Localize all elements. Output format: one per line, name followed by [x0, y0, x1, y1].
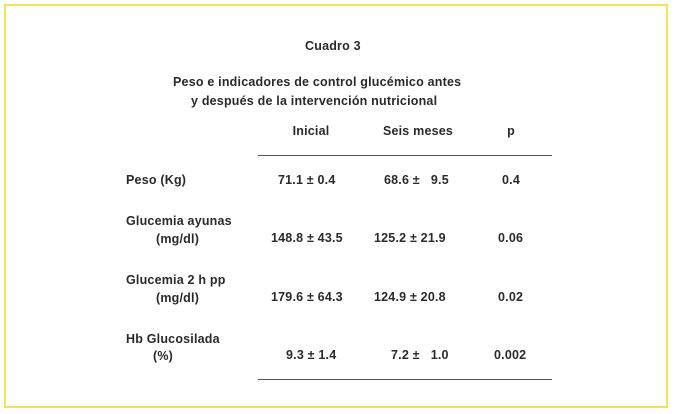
row-unit: (mg/dl): [156, 291, 200, 305]
cell-p: 0.02: [498, 290, 524, 304]
table-title-line1: Peso e indicadores de control glucémico antes: [173, 75, 462, 89]
cell-initial: 9.3 ± 1.4: [286, 348, 337, 362]
row-unit: (%): [153, 349, 174, 363]
cell-six-months: 7.2 ± 1.0: [391, 348, 449, 362]
cell-initial: 148.8 ± 43.5: [271, 231, 343, 245]
table-title-line2: y después de la intervención nutricional: [191, 94, 438, 108]
column-header-six-months: Seis meses: [382, 124, 454, 138]
row-label: Glucemia ayunas: [126, 214, 232, 228]
row-label: Hb Glucosilada: [126, 332, 220, 346]
cell-p: 0.002: [494, 348, 527, 362]
column-header-initial: Inicial: [292, 124, 330, 138]
cell-six-months: 125.2 ± 21.9: [374, 231, 446, 245]
column-header-p: p: [507, 124, 515, 138]
row-label: Glucemia 2 h pp: [126, 273, 226, 287]
table-caption: Cuadro 3: [305, 39, 361, 53]
row-label: Peso (Kg): [126, 173, 187, 187]
page-border: [4, 4, 668, 408]
cell-initial: 71.1 ± 0.4: [278, 173, 336, 187]
cell-six-months: 68.6 ± 9.5: [384, 173, 449, 187]
row-unit: (mg/dl): [156, 232, 200, 246]
header-rule: [258, 155, 552, 156]
footer-rule: [258, 379, 552, 380]
cell-p: 0.4: [502, 173, 520, 187]
cell-initial: 179.6 ± 64.3: [271, 290, 343, 304]
cell-p: 0.06: [498, 231, 524, 245]
cell-six-months: 124.9 ± 20.8: [374, 290, 446, 304]
